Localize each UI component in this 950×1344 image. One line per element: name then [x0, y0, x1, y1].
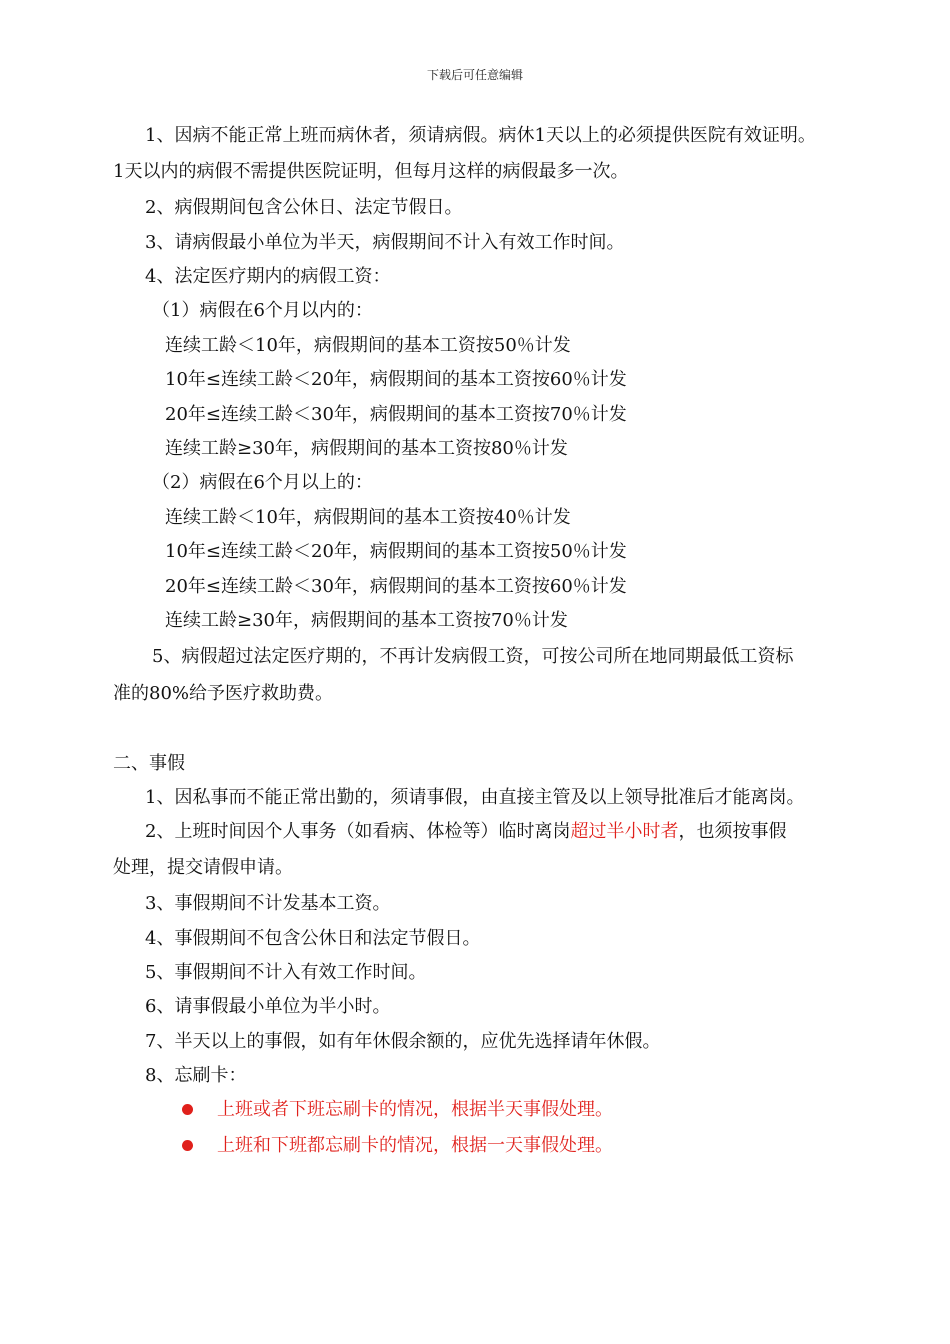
list-item: 连续工龄≥30年，病假期间的基本工资按70％计发: [165, 610, 568, 631]
paragraph: 5、病假超过法定医疗期的，不再计发病假工资，可按公司所在地同期最低工资标: [152, 646, 794, 667]
bullet-item: 上班或者下班忘刷卡的情况，根据半天事假处理。: [217, 1099, 613, 1120]
list-item: 连续工龄＜10年，病假期间的基本工资按40％计发: [165, 507, 571, 528]
paragraph: 1天以内的病假不需提供医院证明，但每月这样的病假最多一次。: [113, 161, 629, 182]
paragraph: 3、事假期间不计发基本工资。: [145, 893, 391, 914]
bullet-dot-icon: [182, 1104, 193, 1115]
paragraph: 1、因私事而不能正常出勤的，须请事假，由直接主管及以上领导批准后才能离岗。: [145, 787, 805, 808]
paragraph: 1、因病不能正常上班而病休者，须请病假。病休1天以上的必须提供医院有效证明。: [145, 125, 816, 146]
bullet-item: 上班和下班都忘刷卡的情况，根据一天事假处理。: [217, 1135, 613, 1156]
section-heading: 二、事假: [113, 753, 185, 774]
paragraph: 7、半天以上的事假，如有年休假余额的，应优先选择请年休假。: [145, 1031, 661, 1052]
list-item: 20年≤连续工龄＜30年，病假期间的基本工资按60％计发: [165, 576, 627, 597]
paragraph: 6、请事假最小单位为半小时。: [145, 996, 391, 1017]
subsection-title: （1）病假在6个月以内的：: [152, 300, 373, 321]
page-header: 下载后可任意编辑: [426, 68, 523, 82]
paragraph: 5、事假期间不计入有效工作时间。: [145, 962, 427, 983]
paragraph: 3、请病假最小单位为半天，病假期间不计入有效工作时间。: [145, 232, 625, 253]
list-item: 连续工龄≥30年，病假期间的基本工资按80％计发: [165, 438, 568, 459]
paragraph: 处理，提交请假申请。: [113, 857, 293, 878]
list-item: 连续工龄＜10年，病假期间的基本工资按50％计发: [165, 335, 571, 356]
paragraph: [145, 820, 786, 844]
paragraph: 4、事假期间不包含公休日和法定节假日。: [145, 928, 481, 949]
list-item: 10年≤连续工龄＜20年，病假期间的基本工资按50％计发: [165, 541, 627, 562]
paragraph: 4、法定医疗期内的病假工资：: [145, 266, 391, 287]
highlighted-text: 超过半小时者: [570, 821, 679, 842]
text-run: ，也须按事假: [678, 821, 787, 842]
list-item: 20年≤连续工龄＜30年，病假期间的基本工资按70％计发: [165, 404, 627, 425]
paragraph: 准的80%给予医疗救助费。: [113, 683, 334, 704]
list-item: 10年≤连续工龄＜20年，病假期间的基本工资按60％计发: [165, 369, 627, 390]
bullet-dot-icon: [182, 1140, 193, 1151]
text-run: 2、上班时间因个人事务（如看病、体检等）临时离岗: [145, 821, 571, 842]
subsection-title: （2）病假在6个月以上的：: [152, 472, 373, 493]
paragraph: 2、病假期间包含公休日、法定节假日。: [145, 197, 463, 218]
paragraph: 8、忘刷卡：: [145, 1065, 247, 1086]
